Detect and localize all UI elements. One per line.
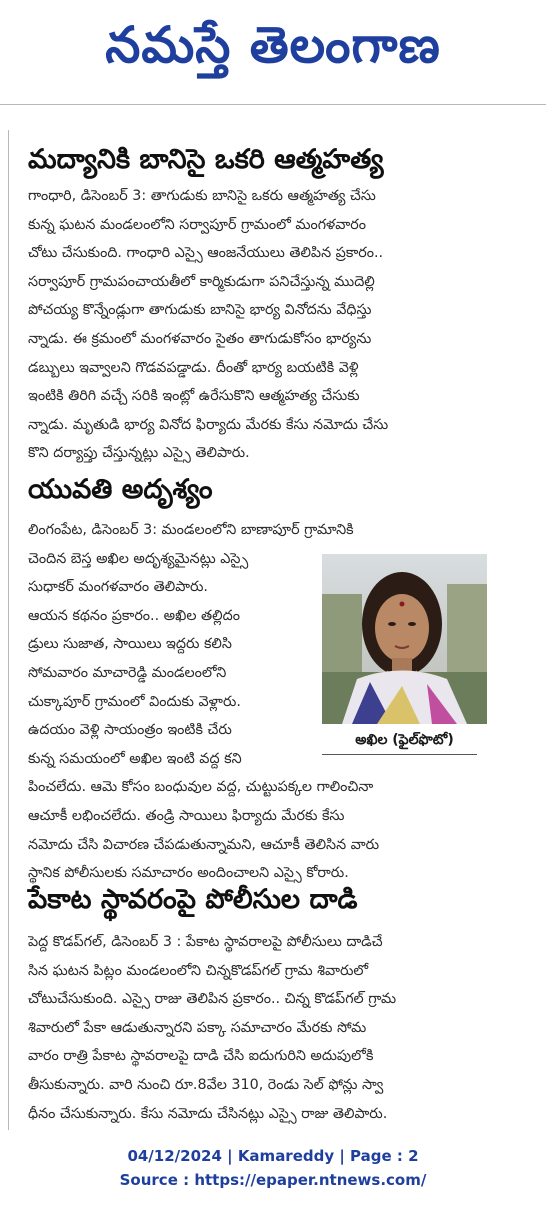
article-headline: మద్యానికి బానిసై ఒకరి ఆత్మహత్య — [28, 144, 384, 175]
article-line: లింగంపేట, డిసెంబర్ 3: మండలంలోని బాణాపూర్ గ్రామానికి — [28, 522, 354, 538]
article-line: సుధాకర్ మంగళవారం తెలిపారు. — [28, 579, 208, 596]
article-line: పించలేదు. ఆమె కోసం బంధువుల వద్ద, చుట్టుపక్కల గాలించినా — [28, 779, 374, 796]
article-line: పోచయ్య కొన్నేండ్లుగా తాగుడుకు బానిసై భార్య వినోదను వేధిస్తు — [28, 302, 372, 319]
article-line: ఆయన కథనం ప్రకారం.. అఖిల తల్లిదం — [28, 607, 240, 624]
article-line: సిన ఘటన పిట్లం మండలంలోని చిన్నకొడప్‌గల్ గ్రామ శివారులో — [28, 962, 369, 979]
article-body-continued — [28, 773, 494, 887]
article-line: స్థానిక పోలీసులకు సమాచారం అందించాలని ఎస్సై కోరారు. — [28, 865, 349, 882]
column-divider — [8, 130, 9, 1130]
article-headline: పేకాట స్థావరంపై పోలీసుల దాడి — [28, 884, 358, 915]
article-line: ఉదయం వెళ్లి సాయంత్రం ఇంటికి చేరు — [28, 722, 232, 739]
article-line: శివారులో పేకా ఆడుతున్నారని పక్కా సమాచారం మేరకు సోమ — [28, 1019, 367, 1036]
article-line: కున్న ఘటన మండలంలోని సర్వాపూర్ గ్రామంలో మంగళవారం — [28, 216, 366, 233]
article-line: ఇంటికి తిరిగి వచ్చే సరికి ఇంట్లో ఉరేసుకొని ఆత్మహత్య చేసుకు — [28, 388, 360, 405]
article-line: గాంధారి, డిసెంబర్ 3: తాగుడుకు బానిసై ఒకరు ఆత్మహత్య చేసు — [28, 188, 376, 204]
masthead — [0, 0, 546, 96]
article-line: ధీనం చేసుకున్నారు. కేసు నమోదు చేసినట్లు ఎస్సై రాజు తెలిపారు. — [28, 1105, 388, 1122]
article-line: సోమవారం మాచారెడ్డి మండలంలోని — [28, 664, 227, 681]
article-line: పెద్ద కొడప్‌గల్, డిసెంబర్ 3 : పేకాట స్థావరాలపై పోలీసులు దాడిచే — [28, 934, 383, 950]
article-line: కొని దర్యాప్తు చేస్తున్నట్లు ఎస్సై తెలిపారు. — [28, 445, 250, 462]
article-line: చోటుచేసుకుంది. ఎస్సై రాజు తెలిపిన ప్రకారం.. చిన్న కొడప్‌గల్ గ్రామ — [28, 991, 397, 1008]
portrait-image — [322, 554, 487, 724]
article-line: చెందిన బెస్త అఖిల అదృశ్యమైనట్లు ఎస్సై — [28, 550, 249, 567]
photo-caption: అఖిల (ఫైల్‌ఫొటో) — [355, 732, 454, 748]
article-gambling-raid — [28, 880, 494, 1128]
caption-divider — [322, 754, 477, 755]
edition-info: 04/12/2024 | Kamareddy | Page : 2 — [127, 1147, 419, 1165]
source-link[interactable]: Source : https://epaper.ntnews.com/ — [119, 1171, 427, 1189]
article-line: సర్వాపూర్ గ్రామపంచాయతీలో కార్మికుడుగా పనిచేస్తున్న ముదెల్లి — [28, 273, 375, 290]
article-line: న్నాడు. మృతుడి భార్య వినోద ఫిర్యాదు మేరకు కేసు నమోదు చేసు — [28, 416, 389, 433]
newspaper-title: నమస్తే తెలంగాణ — [105, 16, 441, 74]
article-body — [28, 928, 494, 1128]
article-line: డబ్బులు ఇవ్వాలని గొడవపడ్డాడు. దీంతో భార్య బయటికి వెళ్లి — [28, 359, 359, 376]
article-body — [28, 182, 494, 468]
header-divider — [0, 104, 546, 105]
article-line: చోటు చేసుకుంది. గాంధారి ఎస్సై ఆంజనేయులు తెలిపిన ప్రకారం.. — [28, 245, 384, 262]
article-line: చుక్కాపూర్ గ్రామంలో విందుకు వెళ్లారు. — [28, 693, 241, 710]
portrait-photo — [322, 554, 487, 724]
article-line: నమోదు చేసి విచారణ చేపడుతున్నామని, ఆచూకీ తెలిసిన వారు — [28, 836, 380, 853]
article-line: తీసుకున్నారు. వారి నుంచి రూ.8వేల 310, రెండు సెల్ ఫోన్లు స్వా — [28, 1076, 384, 1093]
article-line: న్నాడు. ఈ క్రమంలో మంగళవారం సైతం తాగుడుకోసం భార్యను — [28, 330, 372, 347]
article-line: వారం రాత్రి పేకాట స్థావరాలపై దాడి చేసి ఐదుగురిని అదుపులోకి — [28, 1048, 374, 1065]
article-body — [28, 516, 494, 545]
article-line: ఆచూకీ లభించలేదు. తండ్రి సాయిలు ఫిర్యాదు మేరకు కేసు — [28, 807, 345, 824]
article-line: కున్న సమయంలో అఖిల ఇంటి వద్ద కని — [28, 750, 242, 767]
article-line: డ్రులు సుజాత, సాయిలు ఇద్దరు కలిసి — [28, 636, 232, 653]
article-headline: యువతి అదృశ్యం — [28, 474, 213, 505]
article-suicide — [28, 140, 494, 468]
page-footer — [0, 1144, 546, 1192]
